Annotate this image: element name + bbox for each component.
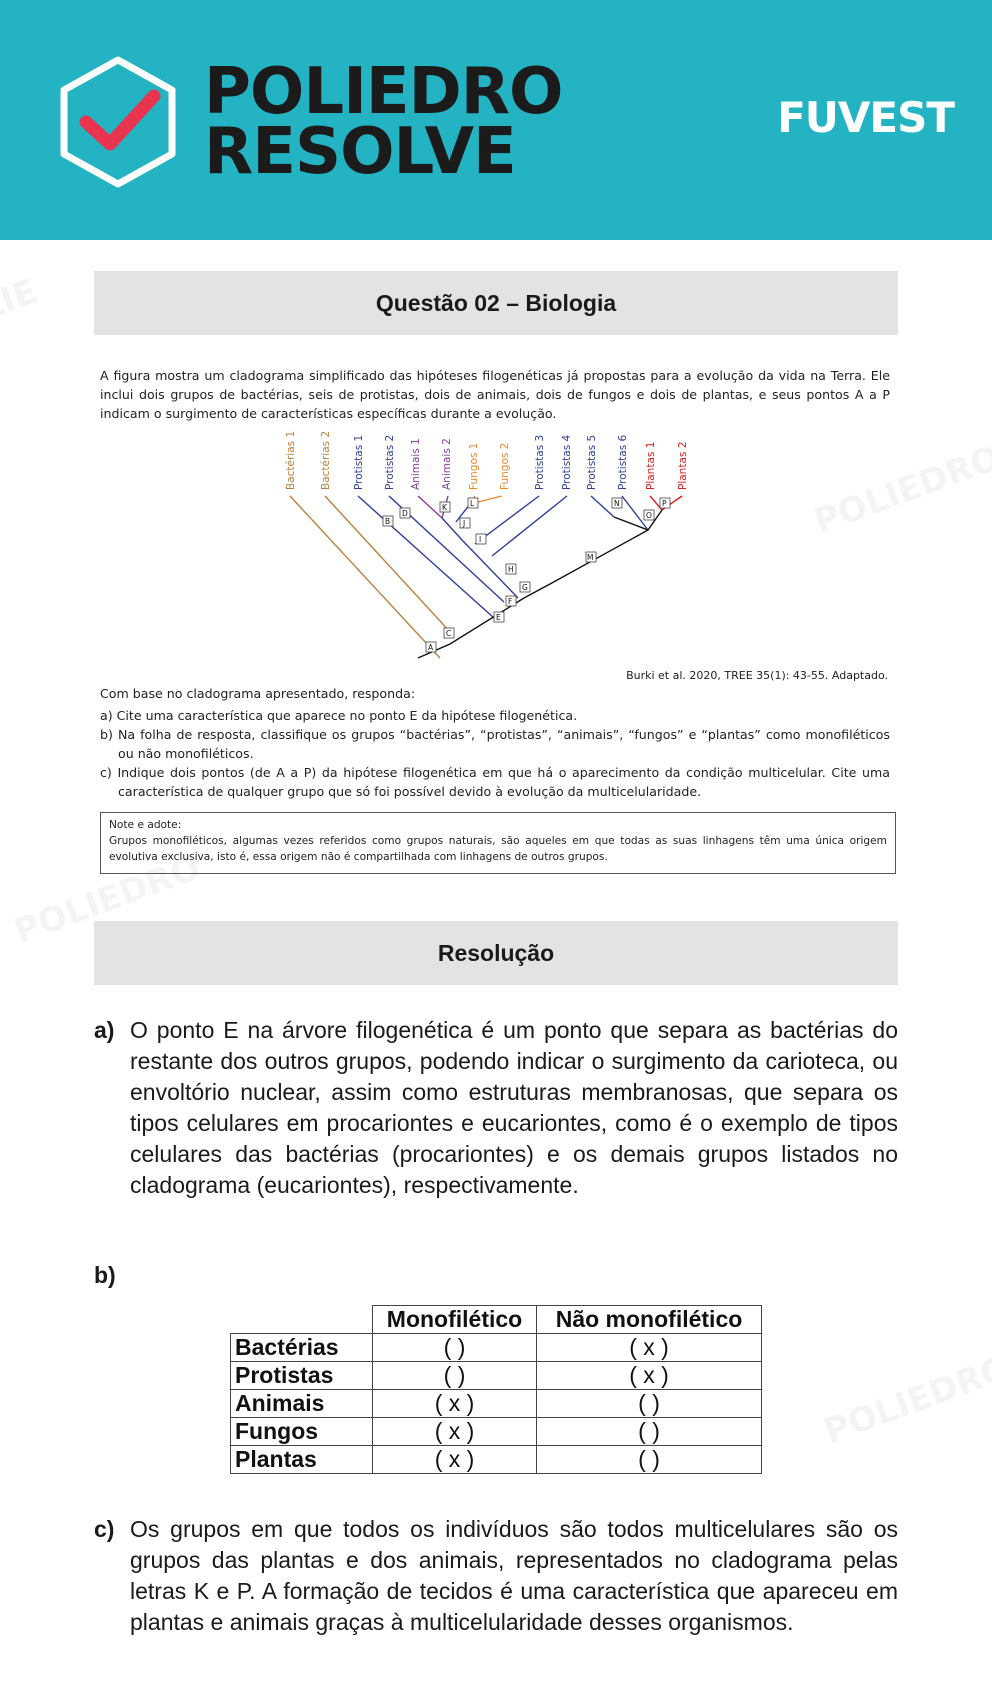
taxon-label: Protistas 3 [534, 434, 546, 490]
question-prompt: Com base no cladograma apresentado, responda: [100, 686, 416, 701]
taxon-label: Plantas 1 [645, 441, 657, 490]
brand-line-2: RESOLVE [204, 115, 516, 189]
taxon-label: Protistas 4 [561, 434, 573, 490]
watermark [819, 1348, 992, 1452]
answer-c [94, 1514, 898, 1638]
answer-c-label: c) [94, 1516, 115, 1542]
resolution-title: Resolução [94, 921, 898, 985]
table-cell-mono: ( x ) [373, 1446, 537, 1474]
taxon-label: Protistas 5 [586, 434, 598, 490]
table-corner [231, 1306, 373, 1334]
taxon-label: Fungos 1 [468, 442, 480, 490]
taxon-label: Animais 2 [441, 438, 453, 490]
answer-a-text: O ponto E na árvore filogenética é um ponto que separa as bactérias do restante dos outros grupos, podendo indicar o surgimento da carioteca, ou envoltório nuclear, assim como estruturas membranosas, que separa os tipos celulares em procariontes e eucariontes, como é o exemplo de tipos celulares das bactérias (procariontes) e os demais grupos listados no cladograma (eucariontes), respectivamente. [130, 1017, 898, 1198]
answer-b-label: b) [94, 1262, 116, 1288]
note-box [100, 812, 896, 874]
node-label: B [385, 517, 391, 526]
table-row-group: Bactérias [231, 1334, 373, 1362]
answer-a [94, 1015, 898, 1201]
table-cell-nao: ( x ) [537, 1362, 762, 1390]
question-item-b: b) Na folha de resposta, classifique os grupos “bactérias”, “protistas”, “animais”, “fungos” e “plantas” como monofiléticos ou não monofiléticos. [100, 727, 890, 761]
node-label: L [470, 499, 475, 508]
table-cell-nao: ( ) [537, 1446, 762, 1474]
question-items [100, 706, 890, 801]
table-header-row [231, 1306, 762, 1334]
node-label: P [662, 499, 667, 508]
table-cell-mono: ( x ) [373, 1390, 537, 1418]
taxon-label: Fungos 2 [499, 442, 511, 490]
node-label: E [496, 613, 501, 622]
question-item-c: c) Indique dois pontos (de A a P) da hipótese filogenética em que há o aparecimento da condição multicelular. Cite uma característica de qualquer grupo que só foi possível devido à evolução da multicelularidade. [100, 765, 890, 799]
node-label: H [508, 565, 514, 574]
brand-line-1: POLIEDRO [204, 55, 563, 129]
table-cell-mono: ( x ) [373, 1418, 537, 1446]
taxon-label: Bactérias 2 [320, 430, 332, 490]
classification-table [230, 1305, 762, 1474]
table-row-group: Fungos [231, 1418, 373, 1446]
node-label: M [587, 553, 594, 562]
question-intro: A figura mostra um cladograma simplificado das hipóteses filogenéticas já propostas para a evolução da vida na Terra. Ele inclui dois grupos de bactérias, seis de protistas, dois de animais, dois de fungos e dois de plantas, e seus pontos A a P indicam o surgimento de características específicas durante a evolução. [100, 368, 890, 421]
watermark [0, 271, 43, 328]
table-row [231, 1418, 762, 1446]
note-text: Grupos monofiléticos, algumas vezes referidos como grupos naturais, são aqueles em que todas as suas linhagens têm uma única origem evolutiva exclusiva, isto é, essa origem não é compartilhada com linhagens de outros grupos. [109, 835, 887, 863]
taxon-label: Animais 1 [410, 438, 422, 490]
answer-c-text: Os grupos em que todos os indivíduos são todos multicelulares são os grupos das plantas e dos animais, representados no cladograma pelas letras K e P. A formação de tecidos é uma característica que apareceu em plantas e animais graças à multicelularidade desses organismos. [130, 1516, 898, 1635]
node-label: O [646, 511, 652, 520]
table-header: Monofilético [373, 1306, 537, 1334]
table-row [231, 1390, 762, 1418]
node-label: J [463, 519, 466, 528]
header-banner [0, 0, 992, 240]
answer-a-label: a) [94, 1017, 115, 1043]
table-row [231, 1446, 762, 1474]
table-cell-nao: ( ) [537, 1418, 762, 1446]
question-title: Questão 02 – Biologia [94, 271, 898, 335]
node-label: F [508, 597, 513, 606]
taxon-label: Protistas 1 [353, 434, 365, 490]
node-label: N [614, 499, 620, 508]
table-header: Não monofilético [537, 1306, 762, 1334]
table-row-group: Animais [231, 1390, 373, 1418]
watermark [809, 438, 992, 542]
figure-source: Burki et al. 2020, TREE 35(1): 43-55. Adaptado. [626, 669, 888, 682]
question-item-a: a) Cite uma característica que aparece no ponto E da hipótese filogenética. [100, 708, 578, 723]
table-cell-mono: ( ) [373, 1362, 537, 1390]
taxon-label: Plantas 2 [677, 441, 689, 490]
node-label: A [428, 643, 434, 652]
node-label: D [402, 509, 408, 518]
taxon-label: Protistas 6 [617, 434, 629, 490]
node-label: K [442, 503, 447, 512]
table-cell-mono: ( ) [373, 1334, 537, 1362]
table-row [231, 1334, 762, 1362]
cladogram [270, 422, 730, 664]
taxon-label: Protistas 2 [384, 434, 396, 490]
taxon-label: Bactérias 1 [285, 430, 297, 490]
table-row-group: Protistas [231, 1362, 373, 1390]
brand-name [204, 55, 563, 189]
table-cell-nao: ( x ) [537, 1334, 762, 1362]
table-row-group: Plantas [231, 1446, 373, 1474]
exam-name: FUVEST [777, 93, 954, 142]
note-title: Note e adote: [109, 819, 182, 831]
table-row [231, 1362, 762, 1390]
table-cell-nao: ( ) [537, 1390, 762, 1418]
node-label: C [446, 629, 452, 638]
node-label: I [479, 535, 482, 544]
hexagon-check-icon [56, 56, 180, 188]
node-label: G [522, 583, 528, 592]
